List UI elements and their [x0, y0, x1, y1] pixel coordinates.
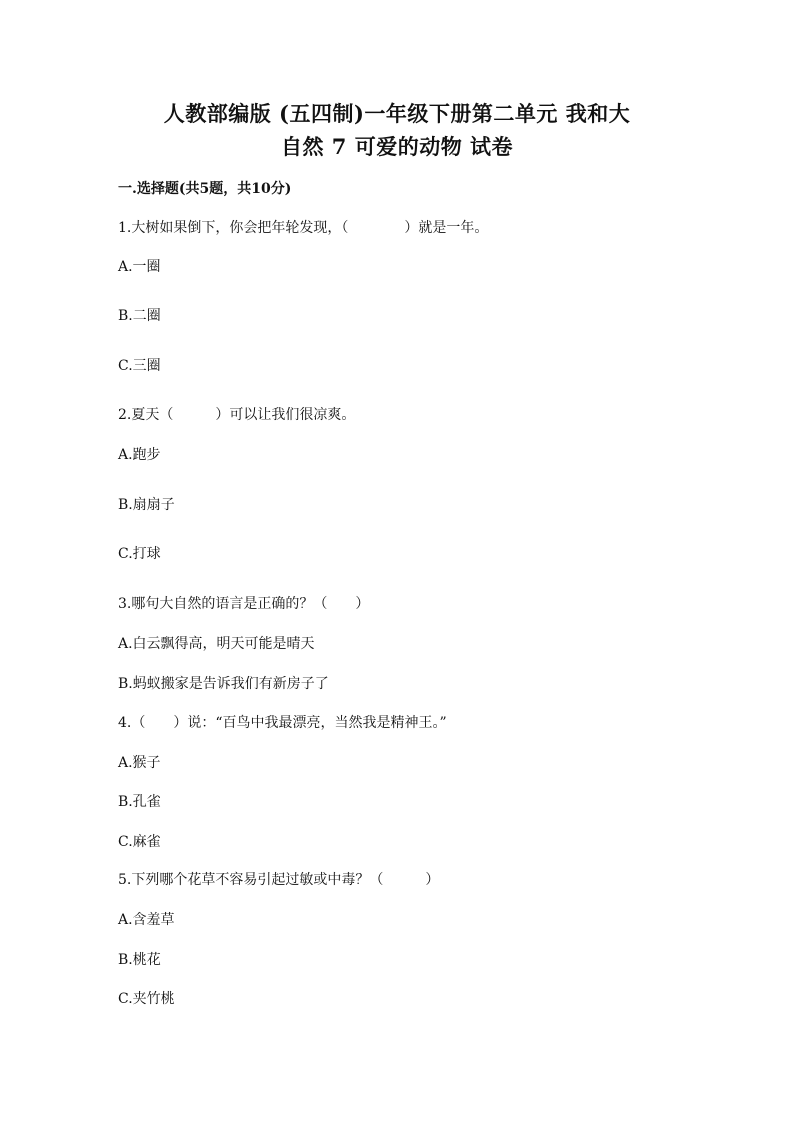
- question-1-stem: 1.大树如果倒下，你会把年轮发现，（ ）就是一年。: [118, 220, 489, 236]
- question-4-option-a: A.猴子: [118, 755, 161, 771]
- question-3-stem: 3.哪句大自然的语言是正确的？（ ）: [118, 596, 370, 612]
- question-3-option-a: A.白云飘得高，明天可能是晴天: [118, 636, 315, 652]
- question-5-option-a: A.含羞草: [118, 912, 175, 928]
- question-5-option-b: B.桃花: [118, 952, 161, 968]
- question-1-option-c: C.三圈: [118, 358, 161, 374]
- question-4-option-c: C.麻雀: [118, 834, 161, 850]
- question-2-option-b: B.扇扇子: [118, 497, 175, 513]
- question-2-option-c: C.打球: [118, 546, 161, 562]
- question-5-option-c: C.夹竹桃: [118, 991, 175, 1007]
- question-2-stem: 2.夏天（ ）可以让我们很凉爽。: [118, 407, 356, 423]
- exam-title-line-2: 自然 7 可爱的动物 试卷: [280, 134, 514, 159]
- question-4-stem: 4.（ ）说：“百鸟中我最漂亮，当然我是精神王。”: [118, 715, 447, 731]
- question-1-option-a: A.一圈: [118, 259, 161, 275]
- question-4-option-b: B.孔雀: [118, 794, 161, 810]
- section-heading: 一.选择题(共5题，共10分): [118, 181, 292, 197]
- question-5-stem: 5.下列哪个花草不容易引起过敏或中毒？（ ）: [118, 872, 440, 888]
- exam-title-line-1: 人教部编版 (五四制)一年级下册第二单元 我和大: [163, 101, 631, 126]
- question-2-option-a: A.跑步: [118, 447, 161, 463]
- question-3-option-b: B.蚂蚁搬家是告诉我们有新房子了: [118, 676, 329, 692]
- question-1-option-b: B.二圈: [118, 308, 161, 324]
